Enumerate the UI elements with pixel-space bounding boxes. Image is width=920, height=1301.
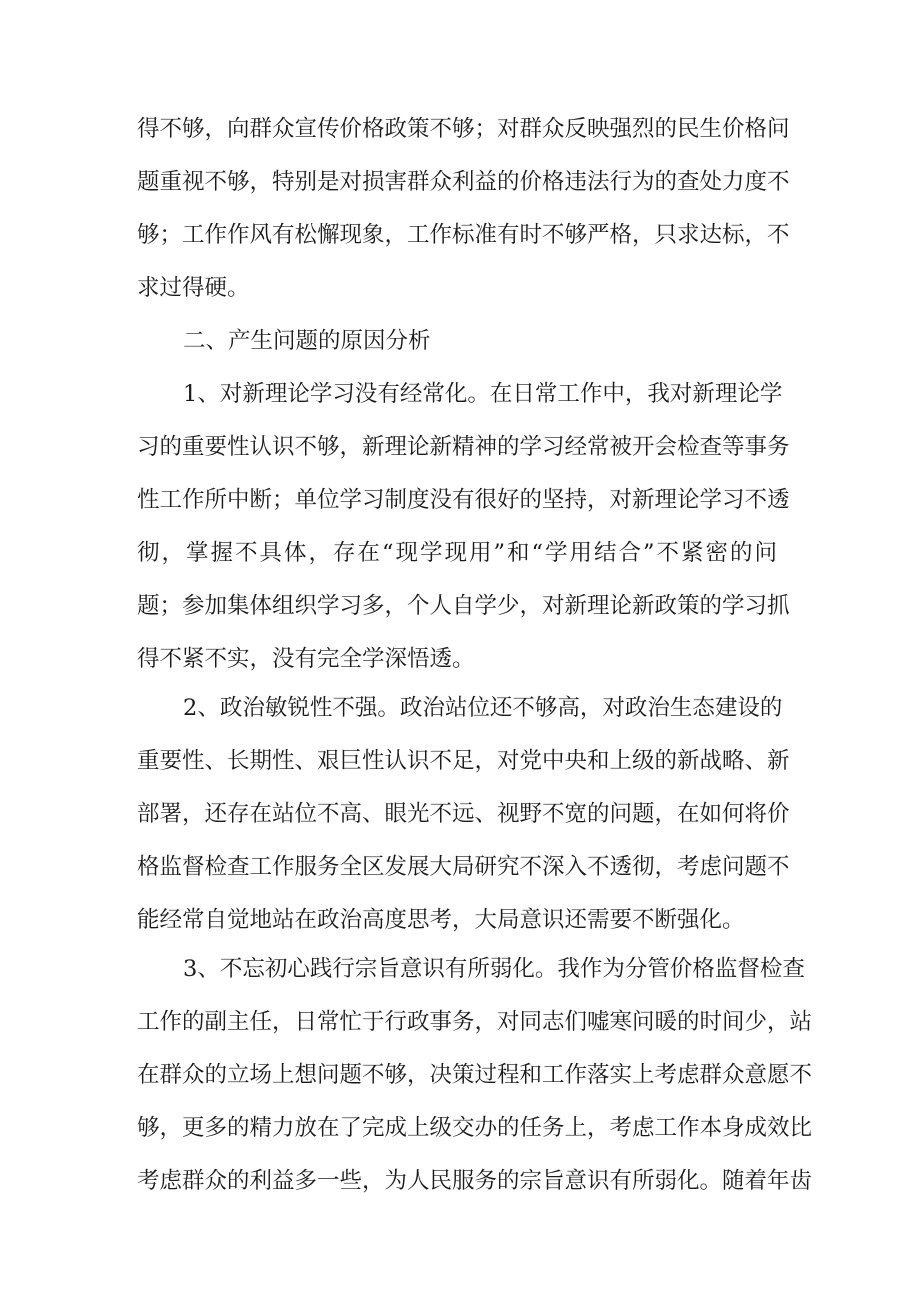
paragraph-3-line: 工作的副主任，日常忙于行政事务，对同志们嘘寒问暖的时间少，站 — [137, 1009, 813, 1035]
paragraph-1-line: 习的重要性认识不够，新理论新精神的学习经常被开会检查等事务 — [137, 434, 790, 460]
paragraph-3-line: 够，更多的精力放在了完成上级交办的任务上，考虑工作本身成效比 — [137, 1115, 813, 1141]
paragraph-2-line: 部署，还存在站位不高、眼光不远、视野不宽的问题，在如何将价 — [137, 801, 790, 827]
paragraph-1-line: 题；参加集体组织学习多，个人自学少，对新理论新政策的学习抓 — [137, 593, 790, 619]
paragraph-intro-line: 够；工作作风有松懈现象，工作标准有时不够严格，只求达标，不 — [137, 222, 790, 248]
section-heading: 二、产生问题的原因分析 — [183, 328, 431, 354]
paragraph-intro-line: 得不够，向群众宣传价格政策不够；对群众反映强烈的民生价格问 — [137, 116, 790, 142]
paragraph-1-line: 得不紧不实，没有完全学深悟透。 — [137, 646, 475, 672]
paragraph-3-line: 3、不忘初心践行宗旨意识有所弱化。我作为分管价格监督检查 — [183, 956, 805, 982]
paragraph-2-line: 2、政治敏锐性不强。政治站位还不够高，对政治生态建设的 — [183, 695, 783, 721]
paragraph-3-line: 考虑群众的利益多一些，为人民服务的宗旨意识有所弱化。随着年齿 — [137, 1168, 813, 1194]
paragraph-intro-line: 求过得硬。 — [137, 275, 250, 301]
paragraph-intro-line: 题重视不够，特别是对损害群众利益的价格违法行为的查处力度不 — [137, 169, 790, 195]
paragraph-1-line: 1、对新理论学习没有经常化。在日常工作中，我对新理论学 — [183, 381, 783, 407]
paragraph-2-line: 格监督检查工作服务全区发展大局研究不深入不透彻，考虑问题不 — [137, 854, 790, 880]
paragraph-3-line: 在群众的立场上想问题不够，决策过程和工作落实上考虑群众意愿不 — [137, 1062, 813, 1088]
paragraph-2-line: 重要性、长期性、艰巨性认识不足，对党中央和上级的新战略、新 — [137, 748, 790, 774]
paragraph-1-line: 性工作所中断；单位学习制度没有很好的坚持，对新理论学习不透 — [137, 487, 790, 513]
paragraph-2-line: 能经常自觉地站在政治高度思考，大局意识还需要不断强化。 — [137, 907, 745, 933]
paragraph-1-line: 彻，掌握不具体，存在“现学现用”和“学用结合”不紧密的问 — [137, 540, 777, 566]
